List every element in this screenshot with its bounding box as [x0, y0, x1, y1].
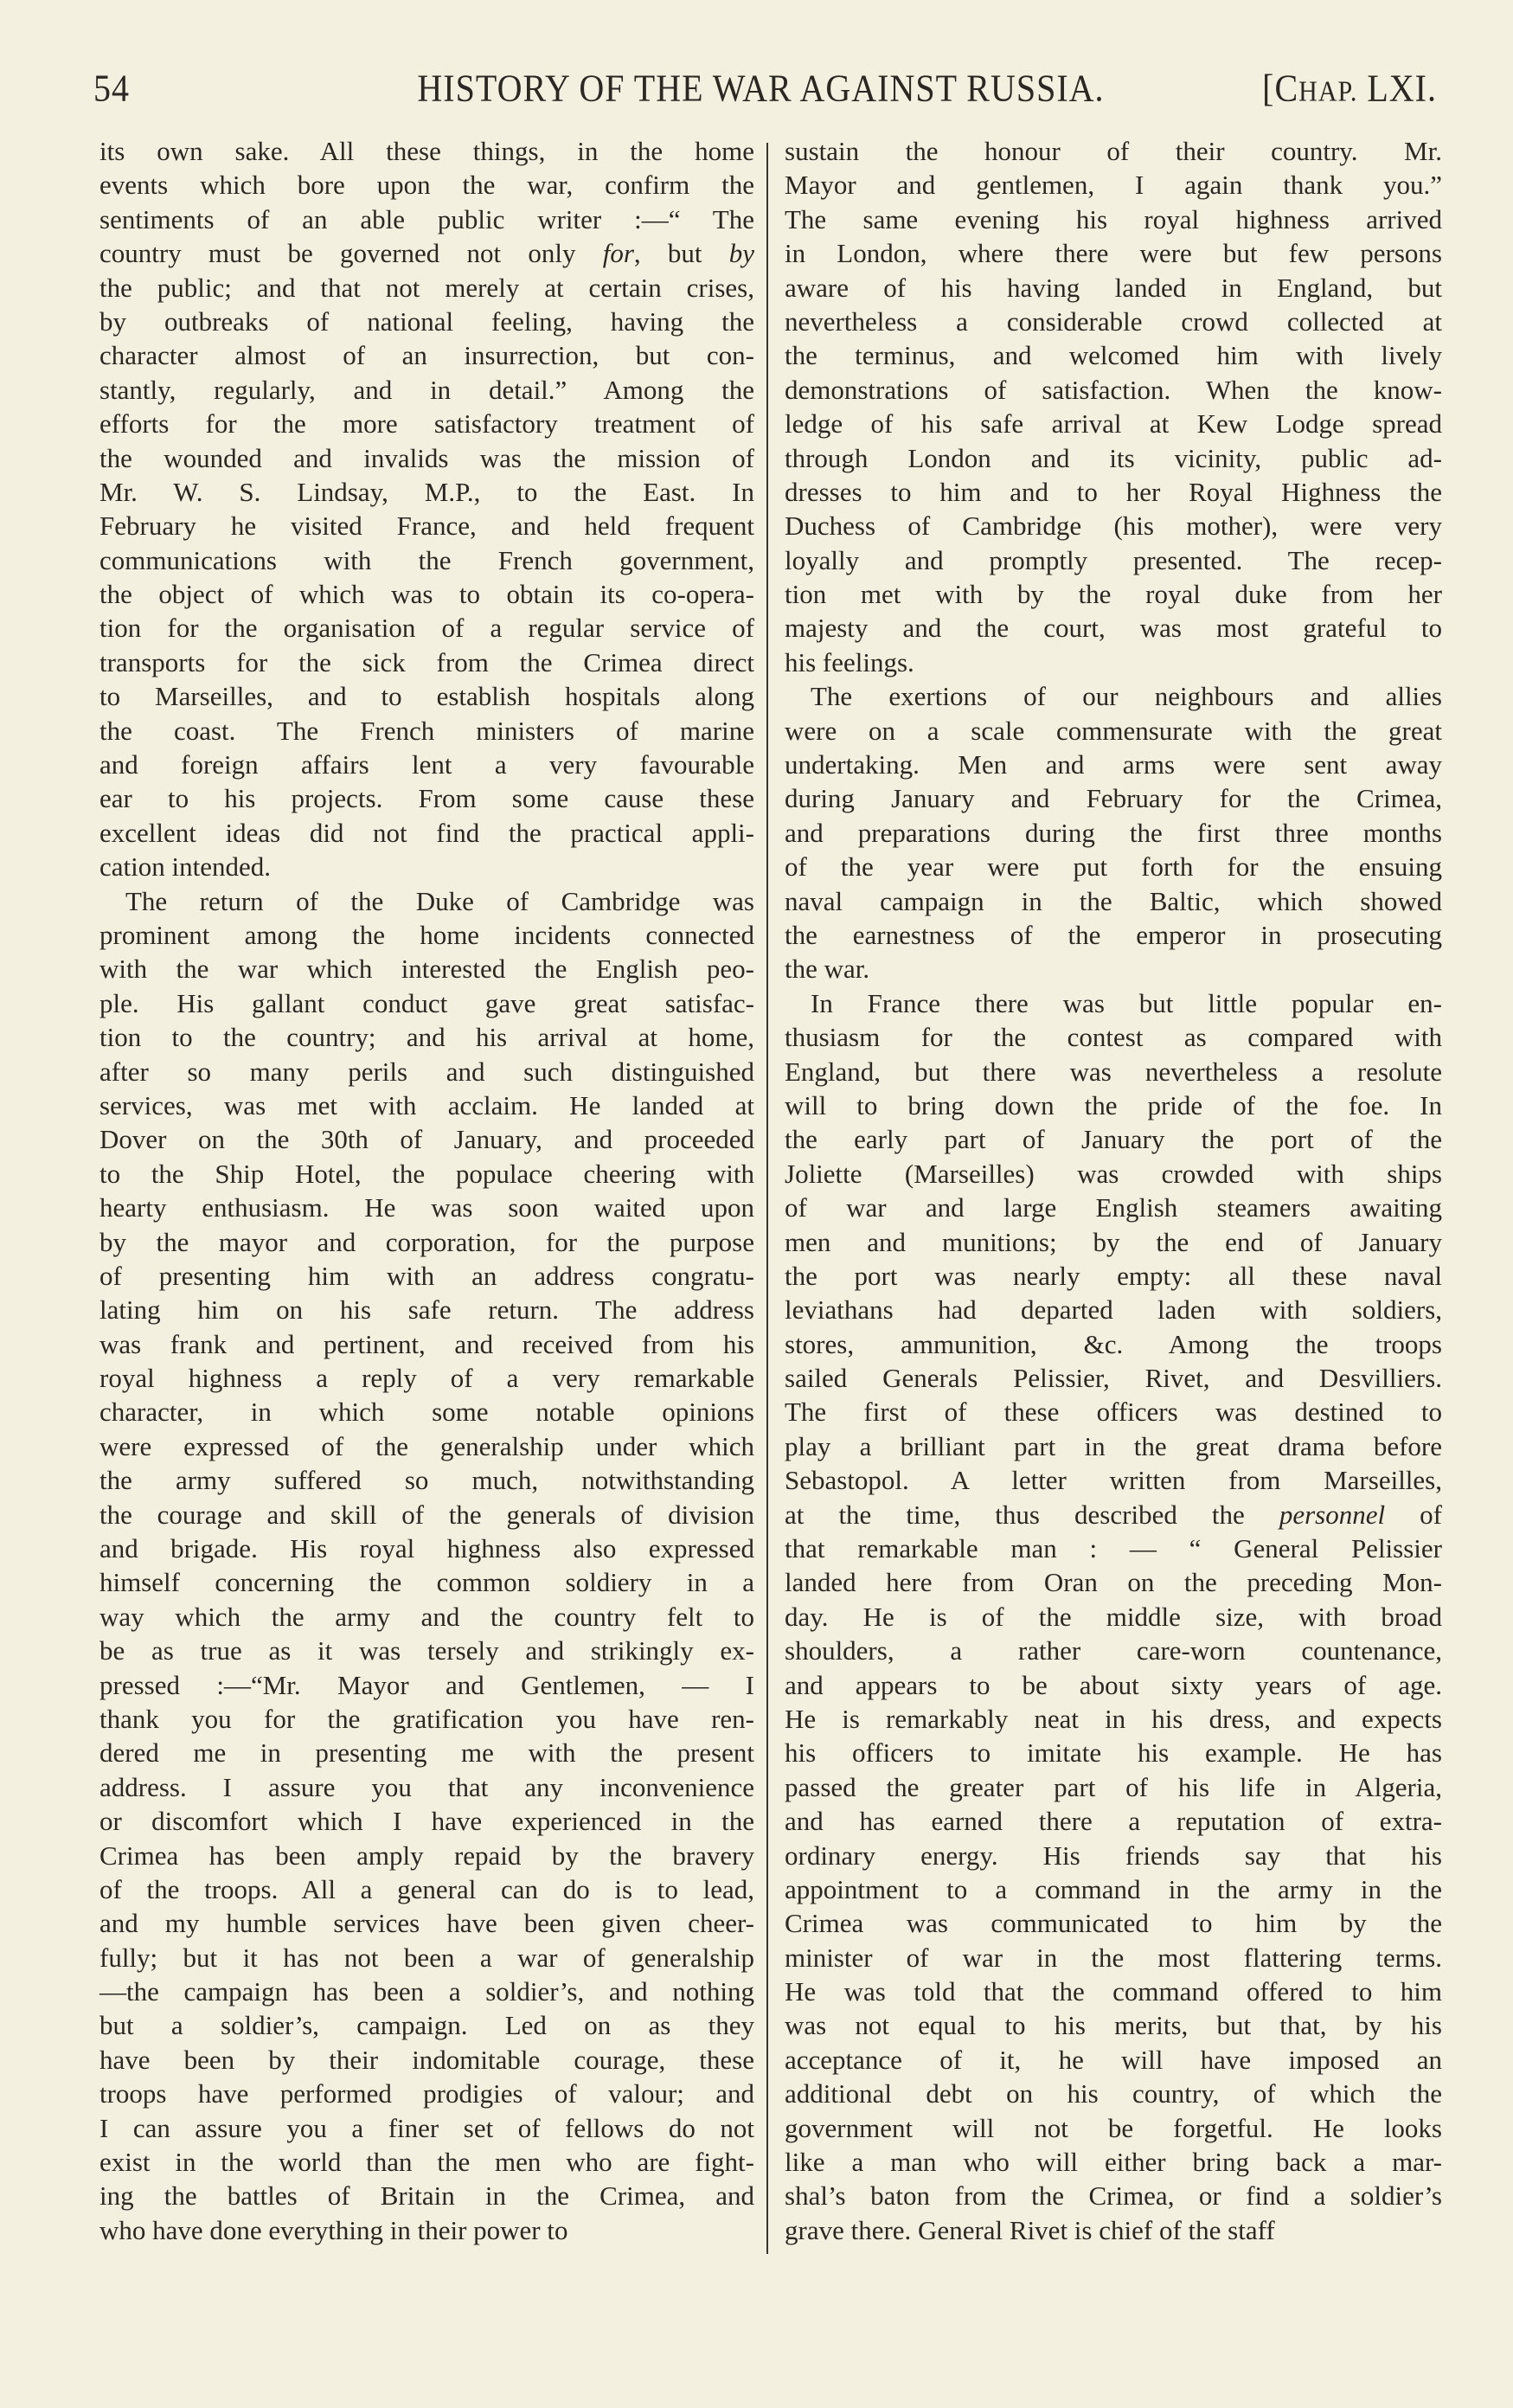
- chapter-word: HAP.: [1298, 75, 1358, 108]
- text-line: The first of these officers was destined to: [785, 1397, 1442, 1428]
- text-line: or discomfort which I have experienced in the: [99, 1806, 754, 1837]
- italic-text: by: [728, 238, 754, 269]
- text-line: but a soldier’s, campaign. Led on as they: [99, 2010, 754, 2041]
- text-line: to Marseilles, and to establish hospitals along: [99, 681, 754, 712]
- text-line: in London, where there were but few persons: [785, 238, 1442, 269]
- italic-text: for: [602, 238, 634, 269]
- text-line: royal highness a reply of a very remarkable: [99, 1363, 754, 1394]
- text-line: and appears to be about sixty years of age.: [785, 1669, 1442, 1700]
- text-line: ledge of his safe arrival at Kew Lodge spread: [785, 408, 1442, 440]
- text-line: tion to the country; and his arrival at home,: [99, 1022, 754, 1053]
- text-line: the public; and that not merely at certain crises,: [99, 272, 754, 303]
- text-line: of presenting him with an address congratu-: [99, 1260, 754, 1291]
- text-line: of war and large English steamers awaiting: [785, 1192, 1442, 1223]
- text-line: way which the army and the country felt to: [99, 1601, 754, 1632]
- text-line: the earnestness of the emperor in prosecuting: [785, 919, 1442, 950]
- text-line: stores, ammunition, &c. Among the troops: [785, 1328, 1442, 1359]
- text-line: Crimea was communicated to him by the: [785, 1908, 1442, 1939]
- text-line: hearty enthusiasm. He was soon waited upon: [99, 1192, 754, 1223]
- text-line: of the troops. All a general can do is to lead,: [99, 1873, 754, 1904]
- chapter-label: [1262, 65, 1437, 111]
- text-line: by outbreaks of national feeling, having the: [99, 305, 754, 337]
- text-line: fully; but it has not been a war of generalship: [99, 1942, 754, 1973]
- text-line: government will not be forgetful. He looks: [785, 2112, 1442, 2143]
- text-line: pressed :—“Mr. Mayor and Gentlemen, — I: [99, 1669, 754, 1700]
- chapter-prefix: [C: [1262, 66, 1299, 110]
- text-segment: , but: [633, 238, 729, 269]
- text-line: who have done everything in their power to: [99, 2214, 568, 2245]
- text-line: shoulders, a rather care-worn countenance,: [785, 1635, 1442, 1666]
- text-line: appointment to a command in the army in the: [785, 1873, 1442, 1904]
- text-line: nevertheless a considerable crowd collected at: [785, 305, 1442, 337]
- text-line: The same evening his royal highness arrived: [785, 203, 1442, 234]
- text-line: troops have performed prodigies of valour; and: [99, 2078, 754, 2109]
- page-number: 54: [93, 66, 130, 110]
- text-line: naval campaign in the Baltic, which showed: [785, 885, 1442, 916]
- text-line: landed here from Oran on the preceding Mon-: [785, 1567, 1442, 1598]
- text-line: transports for the sick from the Crimea direct: [99, 646, 754, 677]
- text-line: events which bore upon the war, confirm the: [99, 170, 754, 201]
- text-segment: at the time, thus described the: [785, 1499, 1279, 1530]
- text-line: after so many perils and such distinguished: [99, 1056, 754, 1087]
- column-divider: [766, 143, 768, 2254]
- text-line: minister of war in the most flattering terms.: [785, 1942, 1442, 1973]
- text-line: communications with the French government,: [99, 544, 754, 575]
- text-line: passed the greater part of his life in Algeria,: [785, 1771, 1442, 1802]
- text-line: were expressed of the generalship under which: [99, 1430, 754, 1461]
- text-line: He is remarkably neat in his dress, and expects: [785, 1703, 1442, 1734]
- text-line: Sebastopol. A letter written from Marseilles,: [785, 1465, 1442, 1496]
- text-line: thank you for the gratification you have ren-: [99, 1703, 754, 1734]
- text-line: Joliette (Marseilles) was crowded with ships: [785, 1158, 1442, 1189]
- text-line: acceptance of it, he will have imposed an: [785, 2044, 1442, 2075]
- text-line: have been by their indomitable courage, these: [99, 2044, 754, 2075]
- text-line: during January and February for the Crimea,: [785, 783, 1442, 814]
- text-line: shal’s baton from the Crimea, or find a soldier’s: [785, 2180, 1442, 2212]
- text-line: through London and its vicinity, public ad-: [785, 442, 1442, 473]
- text-line: that remarkable man : — “ General Pelissier: [785, 1533, 1442, 1564]
- text-line: character, in which some notable opinions: [99, 1397, 754, 1428]
- text-line: aware of his having landed in England, but: [785, 272, 1442, 303]
- text-line: and has earned there a reputation of extra-: [785, 1806, 1442, 1837]
- text-line: address. I assure you that any inconvenience: [99, 1771, 754, 1802]
- text-line: himself concerning the common soldiery in a: [99, 1567, 754, 1598]
- text-line: the army suffered so much, notwithstanding: [99, 1465, 754, 1496]
- text-line: like a man who will either bring back a mar-: [785, 2147, 1442, 2178]
- text-line: the object of which was to obtain its co-opera-: [99, 579, 754, 610]
- text-line: by the mayor and corporation, for the purpose: [99, 1226, 754, 1257]
- text-line: prominent among the home incidents connected: [99, 919, 754, 950]
- text-line: thusiasm for the contest as compared with: [785, 1022, 1442, 1053]
- chapter-number: LXI.: [1357, 66, 1437, 110]
- text-line: Duchess of Cambridge (his mother), were very: [785, 510, 1442, 542]
- text-line: play a brilliant part in the great drama before: [785, 1430, 1442, 1461]
- text-line: He was told that the command offered to him: [785, 1976, 1442, 2007]
- text-segment: country must be governed not only: [99, 238, 603, 269]
- text-line: additional debt on his country, of which the: [785, 2078, 1442, 2109]
- text-line: his officers to imitate his example. He has: [785, 1737, 1442, 1769]
- text-line: In France there was but little popular en-: [811, 987, 1442, 1018]
- text-line: ple. His gallant conduct gave great satisfac-: [99, 987, 754, 1018]
- text-line: its own sake. All these things, in the home: [99, 136, 754, 166]
- left-column: [99, 134, 754, 2247]
- text-line: the wounded and invalids was the mission of: [99, 442, 754, 473]
- text-line: the port was nearly empty: all these naval: [785, 1260, 1442, 1291]
- text-line: the coast. The French ministers of marine: [99, 715, 754, 746]
- text-line: ear to his projects. From some cause these: [99, 783, 754, 814]
- text-line: exist in the world than the men who are fight-: [99, 2147, 754, 2178]
- text-line: loyally and promptly presented. The recep-: [785, 544, 1442, 575]
- text-line: grave there. General Rivet is chief of the staff: [785, 2214, 1275, 2245]
- right-column: [785, 134, 1442, 2247]
- text-line: stantly, regularly, and in detail.” Among the: [99, 374, 754, 405]
- text-line: character almost of an insurrection, but con-: [99, 340, 754, 371]
- text-line: his feelings.: [785, 646, 914, 677]
- text-line: February he visited France, and held frequent: [99, 510, 754, 542]
- text-line: dresses to him and to her Royal Highness the: [785, 476, 1442, 507]
- text-line: majesty and the court, was most grateful to: [785, 613, 1442, 644]
- text-line: England, but there was nevertheless a resolute: [785, 1056, 1442, 1087]
- text-line: be as true as it was tersely and strikingly ex-: [99, 1635, 754, 1666]
- text-line: to the Ship Hotel, the populace cheering with: [99, 1158, 754, 1189]
- text-line: the terminus, and welcomed him with lively: [785, 340, 1442, 371]
- text-line: [785, 1498, 1442, 1531]
- text-line: the war.: [785, 954, 870, 985]
- text-line: excellent ideas did not find the practical appli-: [99, 817, 754, 848]
- text-line: tion met with by the royal duke from her: [785, 579, 1442, 610]
- text-line: lating him on his safe return. The address: [99, 1294, 754, 1326]
- text-line: sustain the honour of their country. Mr.: [785, 136, 1442, 166]
- text-line: Dover on the 30th of January, and proceeded: [99, 1124, 754, 1155]
- text-line: the early part of January the port of the: [785, 1124, 1442, 1155]
- text-segment: of: [1385, 1499, 1443, 1530]
- text-line: were on a scale commensurate with the great: [785, 715, 1442, 746]
- text-line: sailed Generals Pelissier, Rivet, and Desvilliers.: [785, 1363, 1442, 1394]
- text-line: The return of the Duke of Cambridge was: [125, 885, 754, 916]
- running-title: HISTORY OF THE WAR AGAINST RUSSIA.: [417, 66, 1105, 110]
- text-line: sentiments of an able public writer :—“ The: [99, 203, 754, 234]
- text-line: and brigade. His royal highness also expressed: [99, 1533, 754, 1564]
- text-line: ing the battles of Britain in the Crimea, and: [99, 2180, 754, 2212]
- text-line: day. He is of the middle size, with broad: [785, 1601, 1442, 1632]
- text-line: Crimea has been amply repaid by the bravery: [99, 1840, 754, 1871]
- text-line: will to bring down the pride of the foe. In: [785, 1089, 1442, 1121]
- text-line: cation intended.: [99, 851, 271, 883]
- text-line: was not equal to his merits, but that, by his: [785, 2010, 1442, 2041]
- text-line: of the year were put forth for the ensuing: [785, 851, 1442, 883]
- text-line: [99, 236, 754, 270]
- text-line: and foreign affairs lent a very favourable: [99, 749, 754, 780]
- text-line: men and munitions; by the end of January: [785, 1226, 1442, 1257]
- text-line: Mr. W. S. Lindsay, M.P., to the East. In: [99, 476, 754, 507]
- text-line: undertaking. Men and arms were sent away: [785, 749, 1442, 780]
- text-line: dered me in presenting me with the present: [99, 1737, 754, 1769]
- text-line: —the campaign has been a soldier’s, and nothing: [99, 1976, 754, 2007]
- italic-text: personnel: [1279, 1499, 1386, 1530]
- text-line: ordinary energy. His friends say that his: [785, 1840, 1442, 1871]
- text-line: was frank and pertinent, and received from his: [99, 1328, 754, 1359]
- text-line: the courage and skill of the generals of division: [99, 1499, 754, 1530]
- text-line: tion for the organisation of a regular service of: [99, 613, 754, 644]
- text-line: leviathans had departed laden with soldiers,: [785, 1294, 1442, 1326]
- text-line: I can assure you a finer set of fellows do not: [99, 2112, 754, 2143]
- text-line: The exertions of our neighbours and allies: [811, 681, 1442, 712]
- text-line: efforts for the more satisfactory treatment of: [99, 408, 754, 440]
- text-line: and my humble services have been given cheer-: [99, 1908, 754, 1939]
- text-line: Mayor and gentlemen, I again thank you.”: [785, 170, 1442, 201]
- text-line: services, was met with acclaim. He landed at: [99, 1089, 754, 1121]
- text-line: and preparations during the first three months: [785, 817, 1442, 848]
- text-line: with the war which interested the English peo-: [99, 954, 754, 985]
- text-line: demonstrations of satisfaction. When the know-: [785, 374, 1442, 405]
